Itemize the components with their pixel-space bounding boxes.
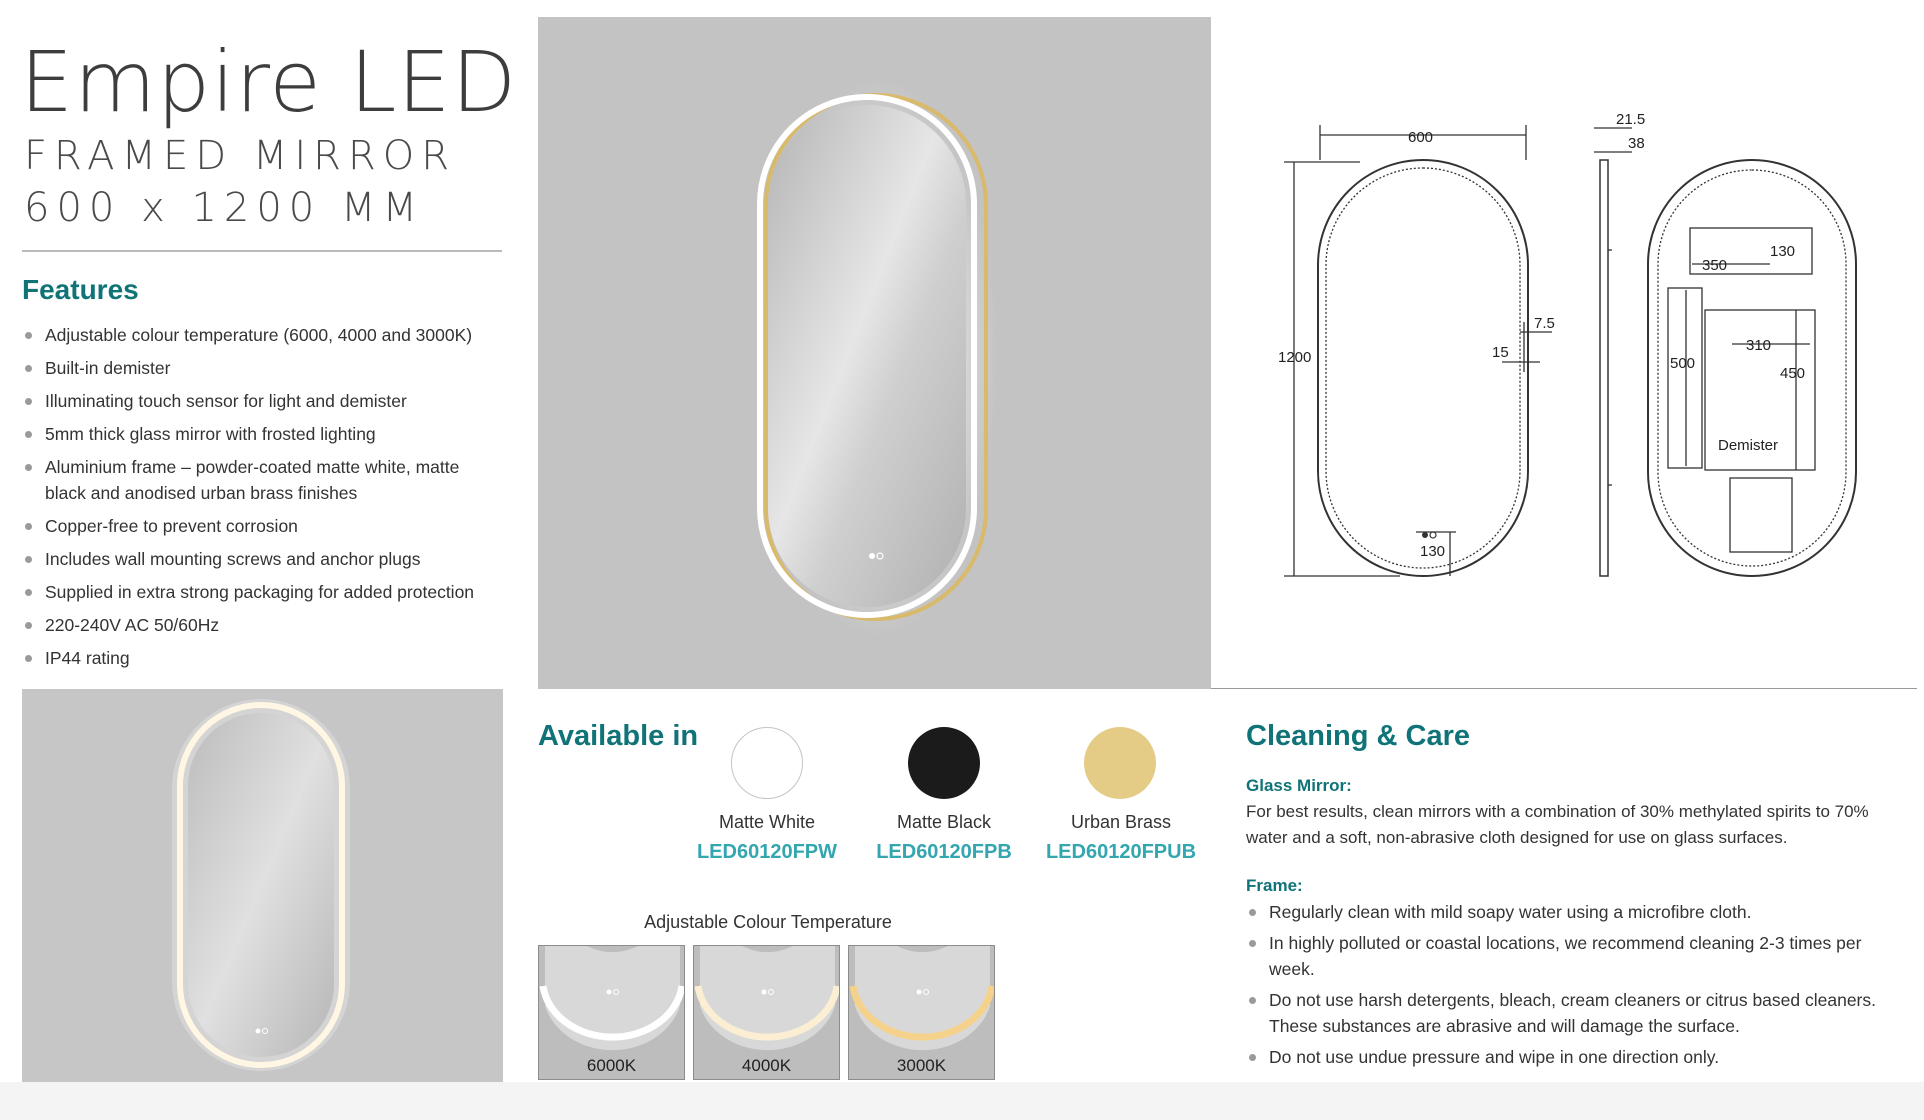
page-footer-strip [0,1082,1924,1120]
feature-item: 220-240V AC 50/60Hz [22,612,502,638]
demister-label: Demister [1718,437,1779,454]
temp-label: 6000K [586,1056,637,1075]
swatch-matte-black[interactable] [908,727,980,799]
swatch-matte-white[interactable] [731,727,803,799]
care-item: Do not use undue pressure and wipe in one direction only. [1246,1044,1906,1070]
feature-item: 5mm thick glass mirror with frosted lighting [22,421,502,447]
care-item: Do not use harsh detergents, bleach, cream cleaners or citrus based cleaners. These substances are abrasive and will damage the surface. [1246,987,1906,1039]
sensor-dot-icon [1422,532,1428,538]
feature-item: Illuminating touch sensor for light and demister [22,388,502,414]
frame-heading: Frame: [1246,876,1303,895]
dim-pad-height: 450 [1780,365,1806,382]
feature-item: Adjustable colour temperature (6000, 4000 and 3000K) [22,322,502,348]
dim-demister-height: 500 [1670,355,1696,372]
temp-option-3000k[interactable] [848,945,995,1080]
dim-depth-1: 21.5 [1616,111,1646,128]
care-item: In highly polluted or coastal locations, we recommend cleaning 2-3 times per week. [1246,930,1906,982]
features-list [22,322,502,678]
available-heading: Available in [538,720,699,752]
dim-frame-1: 7.5 [1534,315,1555,332]
care-heading: Cleaning & Care [1246,720,1470,752]
product-photo-lit [22,689,503,1082]
dim-sensor: 130 [1420,543,1446,560]
frame-care-list [1246,899,1906,1075]
product-subtitle: FRAMED MIRROR [24,133,457,179]
glass-mirror-text: For best results, clean mirrors with a combination of 30% methylated spirits to 70% water and a soft, non-abrasive cloth designed for use on glass surfaces. [1246,802,1869,847]
care-item: Regularly clean with mild soapy water using a microfibre cloth. [1246,899,1906,925]
finish-code-urban-brass: LED60120FPUB [1045,841,1197,863]
temp-label: 4000K [741,1056,792,1075]
section-divider [1211,688,1917,689]
colour-temp-title: Adjustable Colour Temperature [644,912,892,932]
title-divider [22,250,502,252]
product-size: 600 x 1200 MM [24,185,424,231]
dim-height: 1200 [1278,349,1312,366]
feature-item: Aluminium frame – powder-coated matte white, matte black and anodised urban brass finishes [22,454,502,506]
mirror-illustration-small [22,689,503,1082]
feature-item: Copper-free to prevent corrosion [22,513,502,539]
temp-label: 3000K [896,1056,947,1075]
finish-name-matte-white: Matte White [718,812,816,832]
finish-code-matte-black: LED60120FPB [876,841,1012,863]
touch-sensor-icon [869,553,875,559]
product-photo-main [538,17,1211,689]
feature-item: IP44 rating [22,645,502,671]
feature-item: Includes wall mounting screws and anchor plugs [22,546,502,572]
dim-width: 600 [1408,129,1434,146]
finish-name-matte-black: Matte Black [896,812,992,832]
finish-name-urban-brass: Urban Brass [1070,812,1172,832]
mirror-illustration-main [538,17,1211,689]
feature-item: Built-in demister [22,355,502,381]
feature-item: Supplied in extra strong packaging for added protection [22,579,502,605]
dim-demister-width: 350 [1702,257,1728,274]
finish-code-matte-white: LED60120FPW [696,841,838,863]
swatch-urban-brass[interactable] [1084,727,1156,799]
dim-demister-top: 130 [1770,243,1796,260]
glass-mirror-heading: Glass Mirror: [1246,776,1352,795]
dim-pad-width: 310 [1746,337,1772,354]
dim-depth-2: 38 [1628,135,1645,152]
product-title: Empire LED [20,33,518,131]
technical-diagram [1240,100,1900,600]
dim-frame-2: 15 [1492,344,1509,361]
features-heading: Features [22,274,139,305]
temp-option-6000k[interactable] [538,945,685,1080]
temp-option-4000k[interactable] [693,945,840,1080]
